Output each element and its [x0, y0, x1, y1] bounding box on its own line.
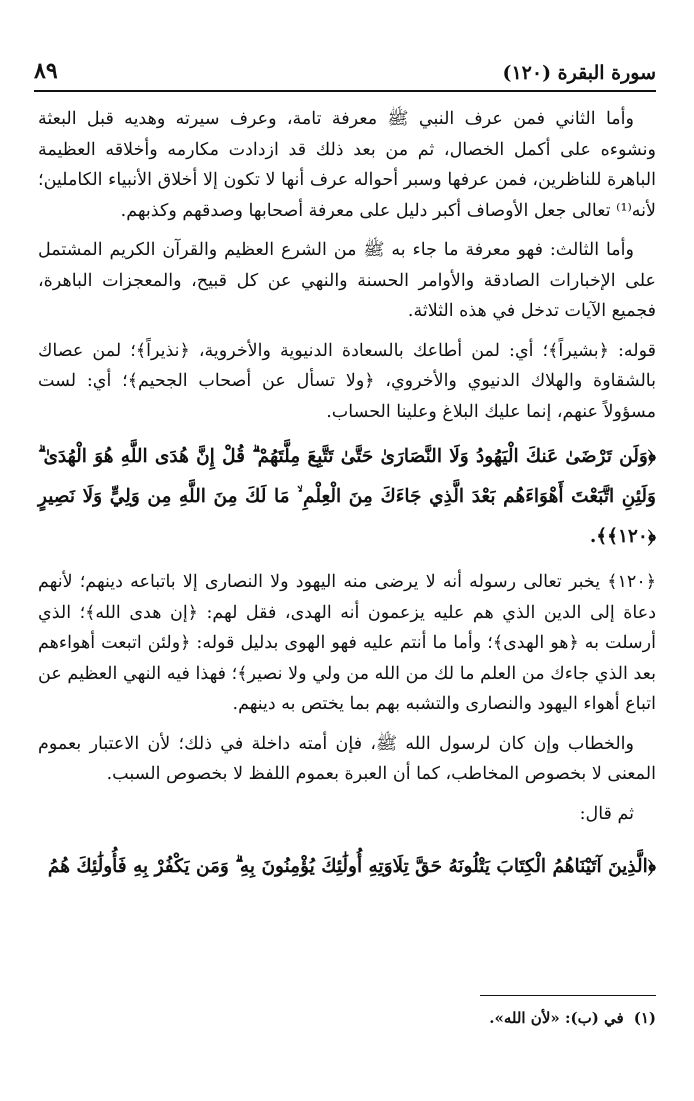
header-divider — [34, 90, 656, 92]
paragraph-tafsir-120: ﴿١٢٠﴾ يخبر تعالى رسوله أنه لا يرضى منه اليهود ولا النصارى إلا باتباعه دينهم؛ لأنهم دعاة إلى الدين الذي هم عليه يزعمون أنه الهدى، فقل لهم: ﴿إن هدى الله﴾؛ الذي أرسلت به ﴿هو الهدى﴾؛ وأما ما أنتم عليه فهو الهوى بدليل قوله: ﴿ولئن اتبعت أهواءهم بعد الذي جاءك من العلم ما لك من الله من ولي ولا نصير﴾؛ فهذا فيه النهي العظيم عن اتباع أهواء اليهود والنصارى والتشبه بهم بما يختص به دينهم. — [38, 572, 656, 714]
footnote — [38, 1006, 656, 1030]
surah-title: سورة البقرة (١٢٠) — [502, 62, 656, 84]
paragraph-second-knowledge: وأما الثاني فمن عرف النبي ﷺ معرفة تامة، وعرف سيرته وهديه قبل البعثة ونشوءه على أكمل الخصال، ثم من بعد ذلك قد ازدادت مكارمه وأخلاقه العظيمة الباهرة للناظرين، فمن عرفها وسبر أحواله عرف أنها لا تكون إلا أخلاق الأنبياء الكاملين؛ لأنه⁽¹⁾ تعالى جعل الأوصاف أكبر دليل على معرفة أصحابها وصدقهم وكذبهم. — [38, 109, 656, 221]
quran-verse-121: ﴿الَّذِينَ آتَيْنَاهُمُ الْكِتَابَ يَتْلُونَهُ حَقَّ تِلَاوَتِهِ أُولَٰئِكَ يُؤْمِنُونَ بِهِ ۗ وَمَن يَكْفُرْ بِهِ فَأُولَٰئِكَ هُمُ — [47, 856, 656, 877]
footnote-divider — [480, 995, 656, 996]
paragraph-address: والخطاب وإن كان لرسول الله ﷺ، فإن أمته داخلة في ذلك؛ لأن الاعتبار بعموم المعنى لا بخصوص المخاطب، كما أن العبرة بعموم اللفظ لا بخصوص السبب. — [38, 733, 656, 784]
page-number: ٨٩ — [34, 58, 58, 84]
quran-verse-120: ﴿وَلَن تَرْضَىٰ عَنكَ الْيَهُودُ وَلَا النَّصَارَىٰ حَتَّىٰ تَتَّبِعَ مِلَّتَهُمْ ۗ قُلْ إِنَّ هُدَى اللَّهِ هُوَ الْهُدَىٰ ۗ وَلَئِنِ اتَّبَعْتَ أَهْوَاءَهُم بَعْدَ الَّذِي جَاءَكَ مِنَ الْعِلْمِ ۙ مَا لَكَ مِنَ اللَّهِ مِن وَلِيٍّ وَلَا نَصِيرٍ ﴿١٢٠﴾﴾. — [38, 446, 656, 547]
page-body — [38, 104, 656, 897]
paragraph-third-knowledge: وأما الثالث: فهو معرفة ما جاء به ﷺ من الشرع العظيم والقرآن الكريم المشتمل على الإخبارات الصادقة والأوامر الحسنة والنهي عن كل قبيح، والمعجزات الباهرة، فجميع الآيات تدخل في هذه الثلاثة. — [38, 240, 656, 321]
page-header — [34, 58, 656, 88]
paragraph-then-said: ثم قال: — [579, 803, 634, 824]
footnote-number: (١) — [633, 1009, 656, 1027]
footnote-text: في (ب): «لأن الله». — [489, 1009, 624, 1027]
paragraph-bashir-nadhir: قوله: ﴿بشيراً﴾؛ أي: لمن أطاعك بالسعادة الدنيوية والأخروية، ﴿نذيراً﴾؛ لمن عصاك بالشقاوة والهلاك الدنيوي والأخروي، ﴿ولا تسأل عن أصحاب الجحيم﴾؛ أي: لست مسؤولاً عنهم، إنما عليك البلاغ وعلينا الحساب. — [38, 340, 656, 422]
